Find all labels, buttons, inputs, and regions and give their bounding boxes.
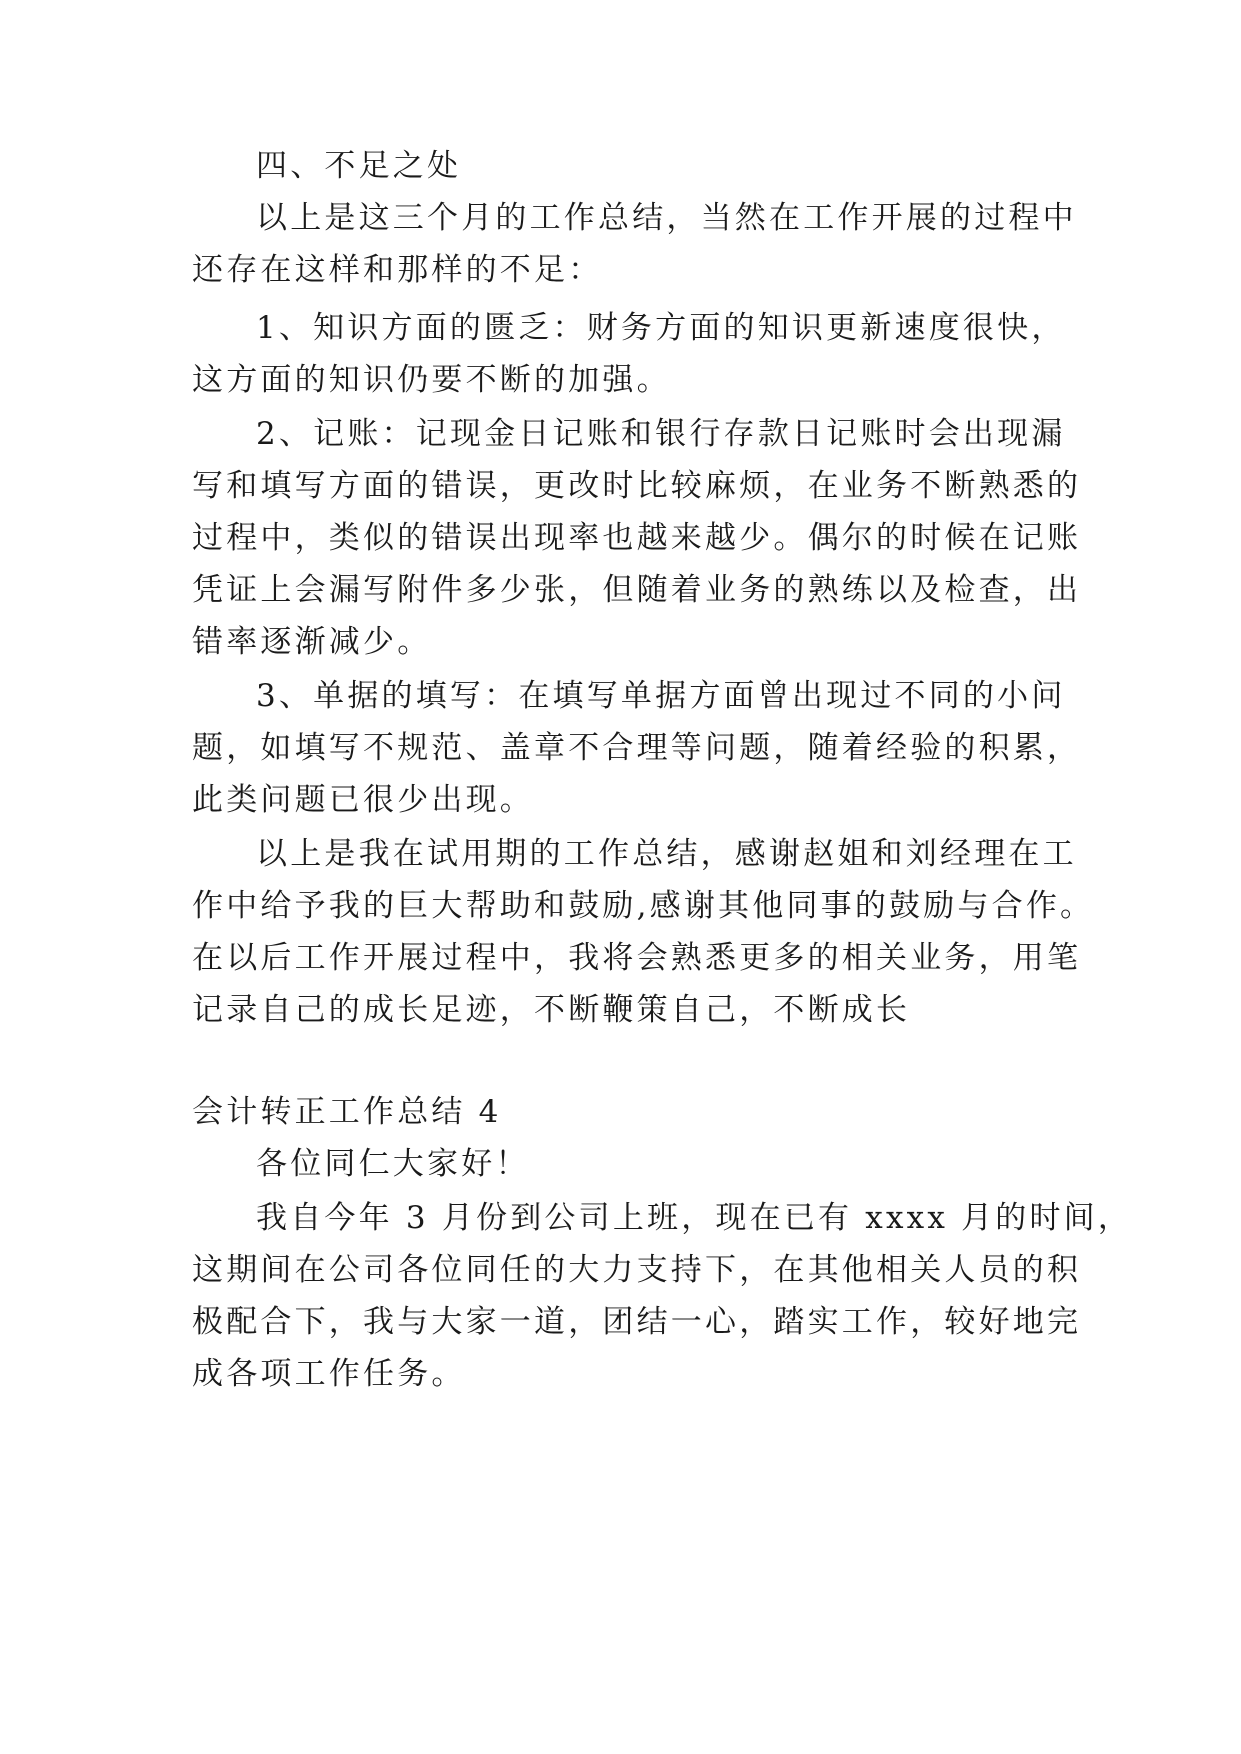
paragraph-line: 这期间在公司各位同任的大力支持下，在其他相关人员的积 bbox=[192, 1252, 1082, 1288]
paragraph-line: 2、记账：记现金日记账和银行存款日记账时会出现漏 bbox=[256, 416, 1066, 452]
paragraph-line: 极配合下，我与大家一道，团结一心，踏实工作，较好地完 bbox=[192, 1304, 1082, 1340]
paragraph-line: 3、单据的填写：在填写单据方面曾出现过不同的小问 bbox=[256, 678, 1066, 714]
paragraph-line: 以上是这三个月的工作总结，当然在工作开展的过程中 bbox=[256, 200, 1077, 236]
section-heading: 四、不足之处 bbox=[256, 148, 462, 184]
paragraph-line: 凭证上会漏写附件多少张，但随着业务的熟练以及检查，出 bbox=[192, 572, 1082, 608]
paragraph-line: 以上是我在试用期的工作总结，感谢赵姐和刘经理在工 bbox=[256, 836, 1077, 872]
paragraph-line: 错率逐渐减少。 bbox=[192, 624, 432, 660]
greeting: 各位同仁大家好！ bbox=[256, 1146, 530, 1182]
paragraph-line: 作中给予我的巨大帮助和鼓励,感谢其他同事的鼓励与合作。 bbox=[192, 888, 1095, 924]
paragraph-line: 还存在这样和那样的不足： bbox=[192, 252, 603, 288]
paragraph-line: 题，如填写不规范、盖章不合理等问题，随着经验的积累， bbox=[192, 730, 1082, 766]
section-title: 会计转正工作总结 4 bbox=[192, 1094, 502, 1130]
paragraph-line: 成各项工作任务。 bbox=[192, 1356, 466, 1392]
paragraph-line: 记录自己的成长足迹，不断鞭策自己，不断成长 bbox=[192, 992, 911, 1028]
paragraph-line: 在以后工作开展过程中，我将会熟悉更多的相关业务，用笔 bbox=[192, 940, 1082, 976]
paragraph-line: 过程中，类似的错误出现率也越来越少。偶尔的时候在记账 bbox=[192, 520, 1082, 556]
paragraph-line: 我自今年 3 月份到公司上班，现在已有 xxxx 月的时间， bbox=[256, 1200, 1133, 1236]
paragraph-line: 此类问题已很少出现。 bbox=[192, 782, 534, 818]
paragraph-line: 这方面的知识仍要不断的加强。 bbox=[192, 362, 671, 398]
paragraph-line: 写和填写方面的错误，更改时比较麻烦，在业务不断熟悉的 bbox=[192, 468, 1082, 504]
paragraph-line: 1、知识方面的匮乏：财务方面的知识更新速度很快， bbox=[256, 310, 1066, 346]
